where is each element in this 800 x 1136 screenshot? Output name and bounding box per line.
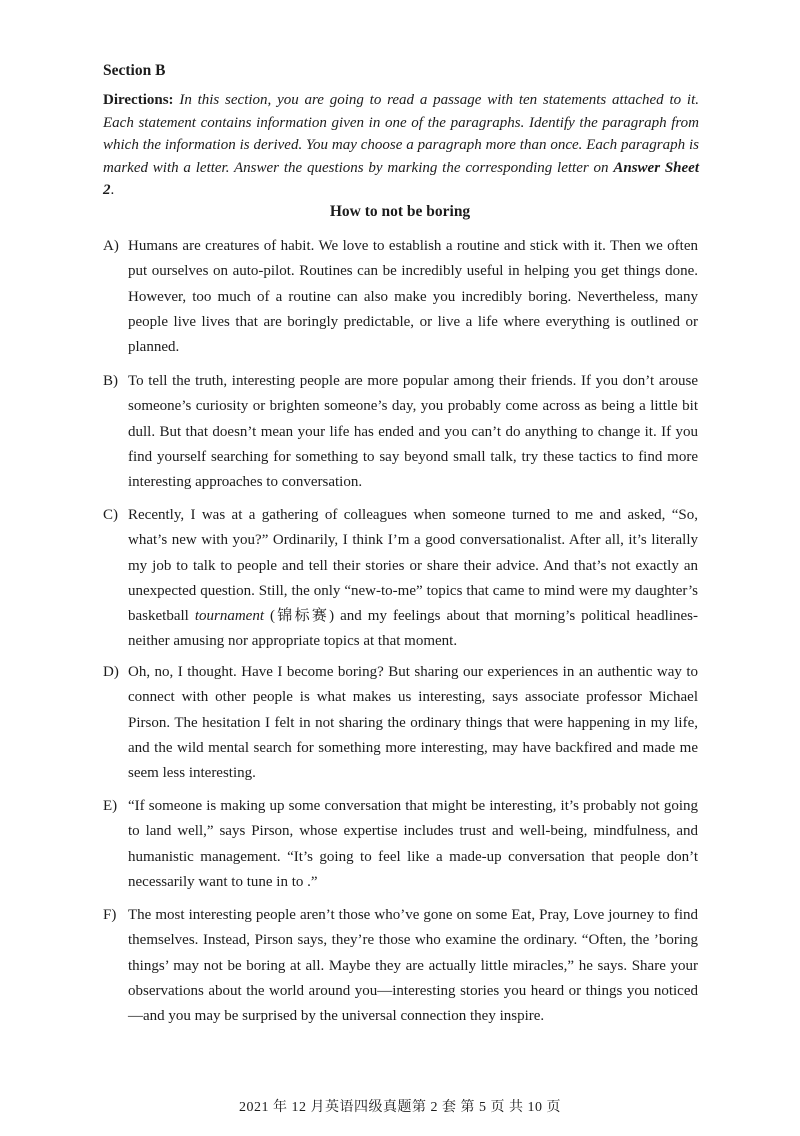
section-title: Section B	[103, 62, 166, 79]
page-footer: 2021 年 12 月英语四级真题第 2 套 第 5 页 共 10 页	[239, 1100, 561, 1115]
paragraph-a	[103, 234, 698, 360]
directions-label: Directions:	[103, 92, 174, 108]
paragraph-letter: E)	[103, 798, 118, 814]
paragraph-text-part: (锦标赛) and my feelings about that morning’s political headlines- neither amusing nor appropriate topics at that moment.	[128, 608, 698, 650]
directions-period: .	[110, 182, 115, 198]
directions-text: In this section, you are going to read a passage with ten statements attached to it. Each statement contains information given in one of the paragraphs. Identify the paragraph from which the information is derived. You may choose a paragraph more than once. Each paragraph is marked with a letter. Answer the questions by marking the corresponding letter on	[103, 92, 699, 176]
italic-term: tournament	[194, 608, 265, 625]
passage-title: How to not be boring	[329, 203, 471, 220]
paragraph-text: Oh, no, I thought. Have I become boring? But sharing our experiences in an authentic way to connect with other people is what makes us interesting, says associate professor Michael Pirson. The hesitation I felt in not sharing the ordinary things that were happening in my life, and the wild mental search for something more interesting, may have backfired and made me seem less interesting.	[128, 664, 698, 782]
answer-sheet-ref: Answer Sheet 2	[103, 159, 700, 198]
paragraph-letter: C)	[103, 507, 118, 523]
paragraph-letter: F)	[103, 907, 117, 923]
paragraph-text-part: Recently, I was at a gathering of colleagues when someone turned to me and asked, “So, what’s new with you?” Ordinarily, I think I’m a good conversationalist. After all, it’s literally my job to talk to people and tell their stories or share their advice. And that’s not exactly an unexpected question. Still, the only “new-to-me” topics that came to mind were my daughter’s basketball	[128, 507, 698, 625]
paragraph-text: Humans are creatures of habit. We love to establish a routine and stick with it. Then we often put ourselves on auto-pilot. Routines can be incredibly useful in helping you get things done. However, too much of a routine can also make you incredibly boring. Nevertheless, many people live lives that are boringly predictable, or live a life where everything is outlined or planned.	[128, 238, 698, 356]
paragraph-b	[103, 369, 698, 495]
directions	[103, 89, 699, 202]
paragraph-text	[128, 503, 698, 655]
paragraph-e	[103, 794, 698, 895]
paragraph-f	[103, 903, 698, 1029]
paragraph-text: To tell the truth, interesting people are more popular among their friends. If you don’t arouse someone’s curiosity or brighten someone’s day, you probably come across as being a little bit dull. But that doesn’t mean your life has ended and you can’t do anything to change it. If you find yourself searching for something to say beyond small talk, try these tactics to find more interesting approaches to conversation.	[128, 373, 698, 491]
paragraph-text: “If someone is making up some conversation that might be interesting, it’s probably not going to land well,” says Pirson, whose expertise includes trust and well-being, mindfulness, and humanistic management. “It’s going to feel like a made-up conversation that people don’t necessarily want to tune in to .”	[128, 798, 698, 890]
paragraph-c	[103, 503, 698, 655]
paragraph-letter: D)	[103, 664, 119, 680]
paragraph-letter: A)	[103, 238, 119, 254]
paragraph-letter: B)	[103, 373, 118, 389]
paragraph-text: The most interesting people aren’t those who’ve gone on some Eat, Pray, Love journey to find themselves. Instead, Pirson says, they’re those who examine the ordinary. “Often, the ’boring things’ may not be boring at all. Maybe they are actually little miracles,” he says. Share your observations about the world around you—interesting stories you heard or things you noticed—and you may be surprised by the universal connection they inspire.	[128, 907, 698, 1025]
paragraph-d	[103, 660, 698, 786]
